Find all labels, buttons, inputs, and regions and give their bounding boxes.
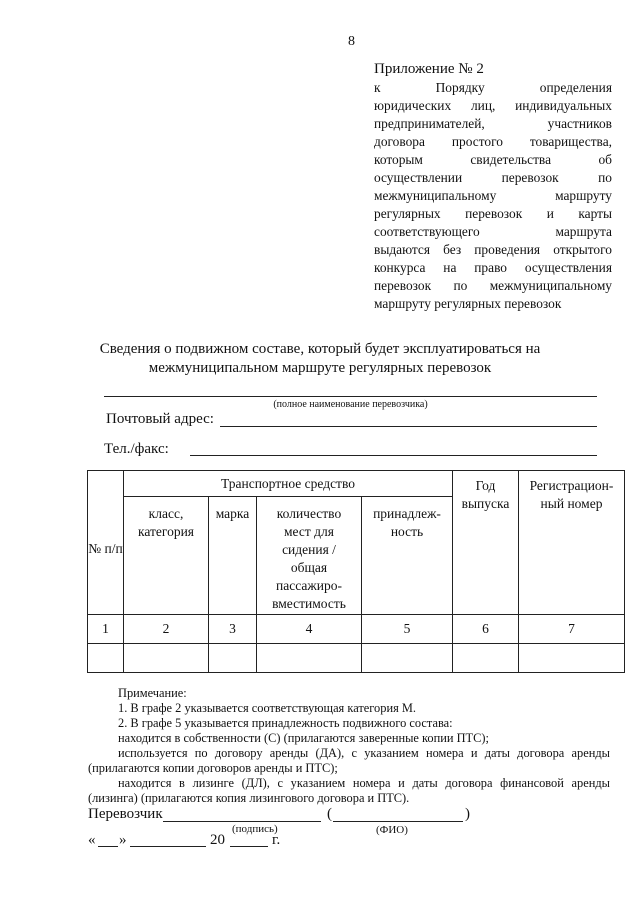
postal-address-line bbox=[220, 426, 597, 427]
notes-block bbox=[88, 686, 610, 806]
column-number-cell: 4 bbox=[257, 615, 362, 644]
column-number-cell: 3 bbox=[209, 615, 257, 644]
notes-own: находится в собственности (С) (прилагаются заверенные копии ПТС); bbox=[118, 731, 489, 745]
page-number: 8 bbox=[348, 34, 355, 49]
carrier-label: Перевозчик bbox=[88, 806, 163, 822]
date-quote-close: » bbox=[119, 832, 127, 848]
annex-line: юридических лиц, индивидуальных bbox=[374, 98, 612, 113]
column-number-cell: 2 bbox=[124, 615, 209, 644]
header-brand: марка bbox=[209, 497, 257, 615]
header-year: Год выпуска bbox=[453, 471, 519, 615]
postal-address-label: Почтовый адрес: bbox=[106, 411, 214, 427]
notes-heading: Примечание: bbox=[118, 686, 187, 700]
carrier-name-caption: (полное наименование перевозчика) bbox=[273, 399, 428, 410]
table-empty-cell bbox=[362, 644, 453, 673]
paren-open: ( bbox=[327, 806, 332, 822]
annex-line: предпринимателей, участников bbox=[374, 116, 612, 131]
annex-line: осуществлении перевозок по bbox=[374, 170, 612, 185]
annex-line: межмуниципальному маршруту bbox=[374, 188, 612, 203]
document-title bbox=[60, 340, 580, 378]
annex-text bbox=[374, 79, 612, 313]
table-empty-cell bbox=[519, 644, 625, 673]
annex-title: Приложение № 2 bbox=[374, 61, 484, 77]
title-line-2: межмуниципальном маршруте регулярных перевозок bbox=[148, 360, 492, 376]
annex-line: выдаются без проведения открытого bbox=[374, 242, 612, 257]
annex-line: перевозок по межмуниципальному bbox=[374, 278, 612, 293]
day-line bbox=[98, 846, 118, 847]
header-registration: Регистрацион-ный номер bbox=[519, 471, 625, 615]
phone-fax-line bbox=[190, 455, 597, 456]
rolling-stock-table bbox=[87, 470, 625, 673]
annex-line: договора простого товарищества, bbox=[374, 134, 612, 149]
notes-lease: используется по договору аренды (ДА), с указанием номера и даты договора аренды (прилагаются копии договоров аренды и ПТС); bbox=[88, 746, 610, 775]
phone-fax-label: Тел./факс: bbox=[104, 441, 169, 457]
header-seats: количество мест для сидения / общая пассажиро-вместимость bbox=[257, 497, 362, 615]
carrier-name-line bbox=[104, 396, 597, 397]
header-number: № п/п bbox=[88, 471, 124, 615]
year-suffix: г. bbox=[272, 832, 281, 848]
column-number-cell: 1 bbox=[88, 615, 124, 644]
annex-line: которым свидетельства об bbox=[374, 152, 612, 167]
column-number-cell: 5 bbox=[362, 615, 453, 644]
table-empty-cell bbox=[453, 644, 519, 673]
signature-line bbox=[163, 821, 321, 822]
paren-close: ) bbox=[465, 806, 470, 822]
table-empty-cell bbox=[257, 644, 362, 673]
year-line bbox=[230, 846, 268, 847]
full-name-line bbox=[333, 821, 463, 822]
notes-item-2: 2. В графе 5 указывается принадлежность подвижного состава: bbox=[118, 716, 453, 730]
signature-caption: (подпись) bbox=[232, 823, 278, 835]
column-number-cell: 6 bbox=[453, 615, 519, 644]
month-line bbox=[130, 846, 206, 847]
annex-line: маршруту регулярных перевозок bbox=[374, 296, 562, 311]
table-empty-cell bbox=[209, 644, 257, 673]
full-name-caption: (ФИО) bbox=[376, 824, 408, 836]
table-empty-cell bbox=[124, 644, 209, 673]
notes-leasing: находится в лизинге (ДЛ), с указанием номера и даты договора финансовой аренды (лизинга) (прилагаются копия лизингового договора и ПТС). bbox=[88, 776, 610, 805]
year-prefix: 20 bbox=[210, 832, 225, 848]
header-class: класс, категория bbox=[124, 497, 209, 615]
annex-line: регулярных перевозок и карты bbox=[374, 206, 612, 221]
column-number-cell: 7 bbox=[519, 615, 625, 644]
header-vehicle-group: Транспортное средство bbox=[124, 471, 453, 497]
date-quote-open: « bbox=[88, 832, 96, 848]
annex-line: к Порядку определения bbox=[374, 80, 612, 95]
annex-line: конкурса на право осуществления bbox=[374, 260, 612, 275]
header-ownership: принадлеж-ность bbox=[362, 497, 453, 615]
title-line-1: Сведения о подвижном составе, который будет эксплуатироваться на bbox=[99, 341, 541, 357]
notes-item-1: 1. В графе 2 указывается соответствующая категория М. bbox=[118, 701, 416, 715]
table-empty-cell bbox=[88, 644, 124, 673]
annex-line: соответствующего маршрута bbox=[374, 224, 612, 239]
